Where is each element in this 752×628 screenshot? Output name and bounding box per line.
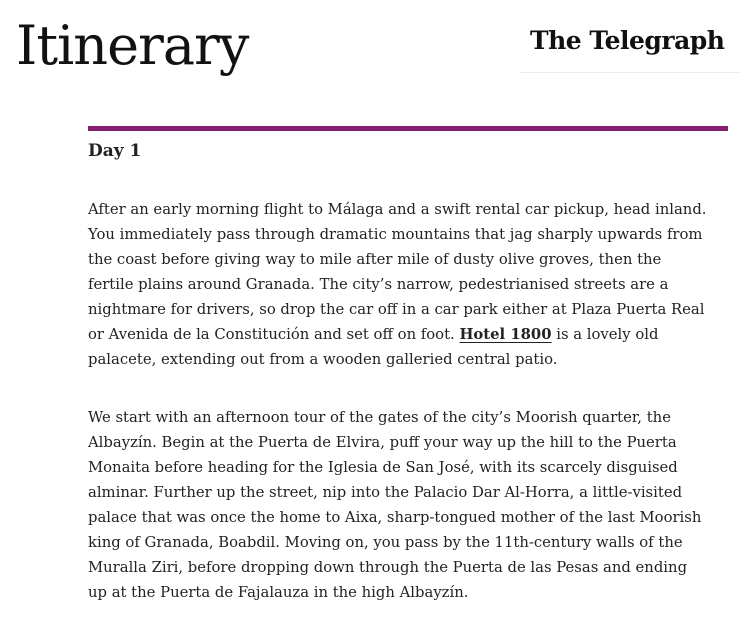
paragraph-line: Muralla Ziri, before dropping down through the Puerta de las Pesas and ending: [88, 559, 688, 576]
paragraph-line: After an early morning flight to Málaga and a swift rental car pickup, head inland.: [88, 201, 707, 218]
paragraph-line: You immediately pass through dramatic mountains that jag sharply upwards from: [88, 226, 703, 243]
paragraph-text: or Avenida de la Constitución and set off on foot.: [88, 326, 460, 343]
article-body: [88, 126, 728, 605]
page-title: Itinerary: [16, 14, 249, 77]
paragraph-line: king of Granada, Boabdil. Moving on, you pass by the 11th-century walls of the: [88, 534, 683, 551]
paragraph: [88, 197, 728, 372]
paragraph-line: nightmare for drivers, so drop the car off in a car park either at Plaza Puerta Real: [88, 301, 705, 318]
paragraph-line: palace that was once the home to Aixa, sharp-tongued mother of the last Moorish: [88, 509, 702, 526]
paragraph-line: the coast before giving way to mile after mile of dusty olive groves, then the: [88, 251, 662, 268]
paragraph-line: Albayzín. Begin at the Puerta de Elvira, puff your way up the hill to the Puerta: [88, 434, 677, 451]
paragraph-line: fertile plains around Granada. The city’s narrow, pedestrianised streets are a: [88, 276, 669, 293]
section-rule: [88, 126, 728, 131]
hotel-1800-link[interactable]: Hotel 1800: [459, 326, 552, 343]
masthead: [520, 12, 740, 73]
paragraph-text: is a lovely old: [551, 326, 659, 343]
day-heading: Day 1: [88, 141, 142, 161]
paragraph-line: Monaita before heading for the Iglesia de San José, with its scarcely disguised: [88, 459, 678, 476]
paragraph-line: [88, 322, 728, 347]
paragraph-line: We start with an afternoon tour of the gates of the city’s Moorish quarter, the: [88, 409, 671, 426]
telegraph-logo[interactable]: The Telegraph: [530, 26, 725, 55]
paragraph-line: alminar. Further up the street, nip into the Palacio Dar Al-Horra, a little-visited: [88, 484, 683, 501]
paragraph-line: palacete, extending out from a wooden galleried central patio.: [88, 351, 558, 368]
paragraph: [88, 405, 728, 605]
paragraph-line: up at the Puerta de Fajalauza in the high Albayzín.: [88, 584, 469, 601]
